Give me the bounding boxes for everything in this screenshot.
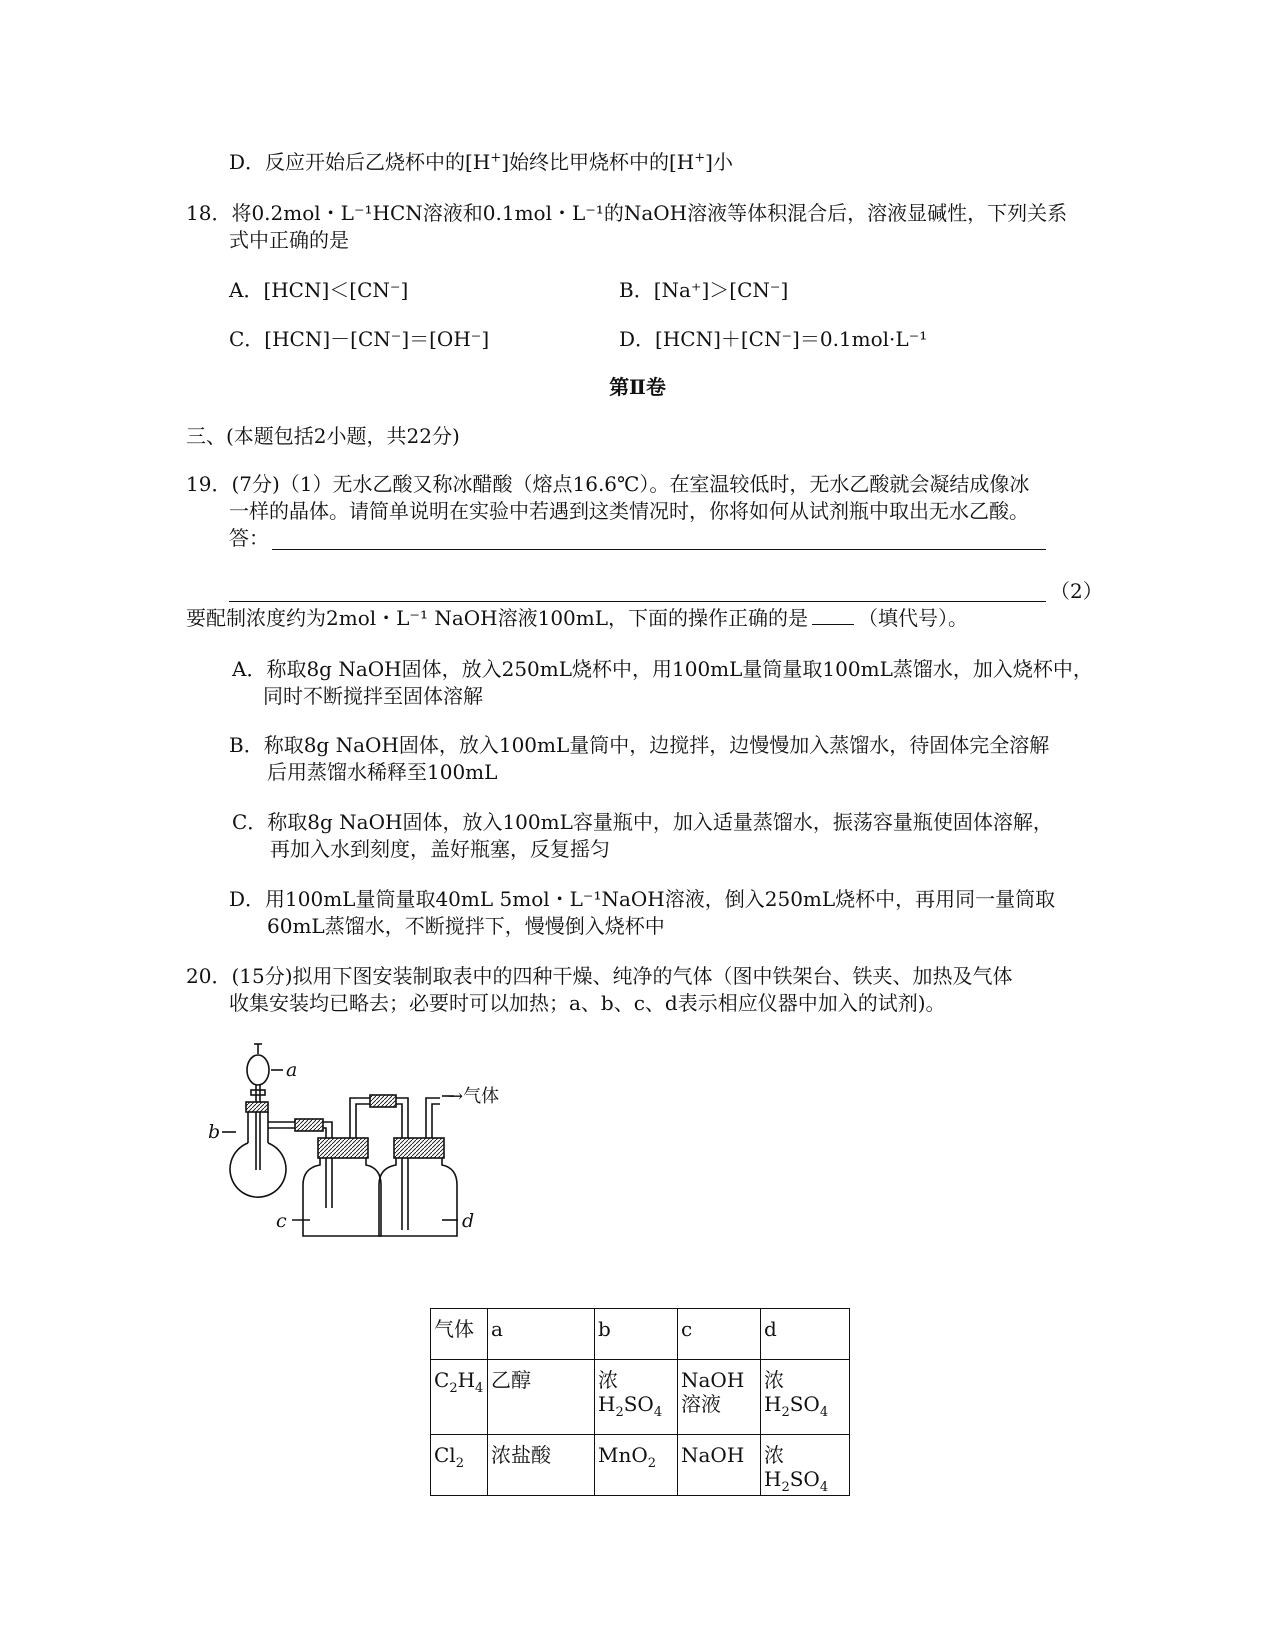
section-3-heading: 三、(本题包括2小题，共22分) bbox=[186, 424, 460, 448]
q19-part2-stem: 要配制浓度约为2mol・L⁻¹ NaOH溶液100mL，下面的操作正确的是 （填代号）。 bbox=[186, 606, 969, 630]
reagent-c-cell: NaOH 溶液 bbox=[678, 1360, 761, 1435]
label-c: c bbox=[276, 1210, 287, 1232]
table-row bbox=[431, 1435, 850, 1496]
q19-part2-marker: （2） bbox=[1050, 579, 1103, 603]
q18-option-a: A．[HCN]＜[CN⁻] bbox=[229, 278, 409, 302]
header-cell: 气体 bbox=[431, 1309, 488, 1360]
rubber-connector-1 bbox=[295, 1119, 323, 1131]
gas-apparatus-diagram bbox=[200, 1040, 520, 1300]
answer-blank-line-2[interactable] bbox=[229, 601, 1046, 602]
q17-option-d: D．反应开始后乙烧杯中的[H+]始终比甲烧杯中的[H+]小 bbox=[229, 150, 733, 174]
part2-title: 第Ⅱ卷 bbox=[609, 375, 666, 399]
gas-cell: $C_2H_4$ bbox=[431, 1360, 488, 1435]
reagent-d-cell: 浓$H_2SO_4$ bbox=[761, 1360, 850, 1435]
header-cell: d bbox=[761, 1309, 850, 1360]
q19-option-b-line1: B．称取8g NaOH固体，放入100mL量筒中，边搅拌，边慢慢加入蒸馏水，待固体完全溶解 bbox=[229, 733, 1050, 757]
reagent-c-cell: NaOH bbox=[678, 1435, 761, 1496]
reagent-b-cell: MnO$_2$ bbox=[595, 1435, 678, 1496]
header-cell: b bbox=[595, 1309, 678, 1360]
round-bottom-flask bbox=[230, 1102, 305, 1197]
table-header-row bbox=[431, 1309, 850, 1360]
answer-blank-line-1[interactable] bbox=[272, 549, 1046, 550]
reagent-d-cell: 浓$H_2SO_4$ bbox=[761, 1435, 850, 1496]
q18-stem-line1: 18．将0.2mol・L⁻¹HCN溶液和0.1mol・L⁻¹的NaOH溶液等体积混合后，溶液显碱性，下列关系 bbox=[186, 201, 1068, 225]
q19-stem-line2: 一样的晶体。请简单说明在实验中若遇到这类情况时，你将如何从试剂瓶中取出无水乙酸。 bbox=[229, 499, 1029, 523]
q18-option-b: B．[Na⁺]＞[CN⁻] bbox=[619, 278, 789, 302]
label-a: a bbox=[286, 1059, 298, 1081]
rubber-connector-2 bbox=[370, 1095, 396, 1107]
reagent-b-cell: 浓 $H_2SO_4$ bbox=[595, 1360, 678, 1435]
wash-bottle-d bbox=[379, 1138, 457, 1236]
q20-stem-line2: 收集安装均已略去；必要时可以加热；a、b、c、d表示相应仪器中加入的试剂)。 bbox=[229, 991, 946, 1015]
reagent-a-cell: 浓盐酸 bbox=[488, 1435, 595, 1496]
wash-bottle-c bbox=[303, 1138, 381, 1236]
q19-option-d-line2: 60mL蒸馏水，不断搅拌下，慢慢倒入烧杯中 bbox=[267, 914, 665, 938]
label-d: d bbox=[462, 1210, 475, 1232]
q19-option-b-line2: 后用蒸馏水稀释至100mL bbox=[267, 760, 498, 784]
reagent-a-cell: 乙醇 bbox=[488, 1360, 595, 1435]
label-b: b bbox=[208, 1121, 221, 1143]
table-row bbox=[431, 1360, 850, 1435]
q19-option-a-line2: 同时不断搅拌至固体溶解 bbox=[263, 684, 483, 708]
q18-stem-line2: 式中正确的是 bbox=[229, 228, 349, 252]
reagent-table bbox=[430, 1308, 850, 1496]
gas-output-label: →气体 bbox=[448, 1086, 500, 1107]
header-cell: c bbox=[678, 1309, 761, 1360]
q19-option-c-line2: 再加入水到刻度，盖好瓶塞，反复摇匀 bbox=[270, 837, 610, 861]
q20-stem-line1: 20．(15分)拟用下图安装制取表中的四种干燥、纯净的气体（图中铁架台、铁夹、加热及气体 bbox=[186, 964, 1013, 988]
q19-stem-line1: 19．(7分)（1）无水乙酸又称冰醋酸（熔点16.6℃）。在室温较低时，无水乙酸就会凝结成像冰 bbox=[186, 472, 1030, 496]
q19-option-c-line1: C．称取8g NaOH固体，放入100mL容量瓶中，加入适量蒸馏水，振荡容量瓶使固体溶解， bbox=[232, 810, 1053, 834]
gas-cell: $Cl_2$ bbox=[431, 1435, 488, 1496]
q18-option-d: D．[HCN]＋[CN⁻]＝0.1mol·L⁻¹ bbox=[619, 327, 928, 351]
header-cell: a bbox=[488, 1309, 595, 1360]
q19-option-d-line1: D．用100mL量筒量取40mL 5mol・L⁻¹NaOH溶液，倒入250mL烧杯中，再用同一量筒取 bbox=[229, 887, 1056, 911]
q19-option-a-line1: A．称取8g NaOH固体，放入250mL烧杯中，用100mL量筒量取100mL蒸馏水，加入烧杯中， bbox=[232, 657, 1093, 681]
q18-option-c: C．[HCN]－[CN⁻]＝[OH⁻] bbox=[229, 327, 490, 351]
q19-answer-label: 答： bbox=[229, 526, 269, 550]
choice-blank[interactable] bbox=[812, 604, 854, 625]
